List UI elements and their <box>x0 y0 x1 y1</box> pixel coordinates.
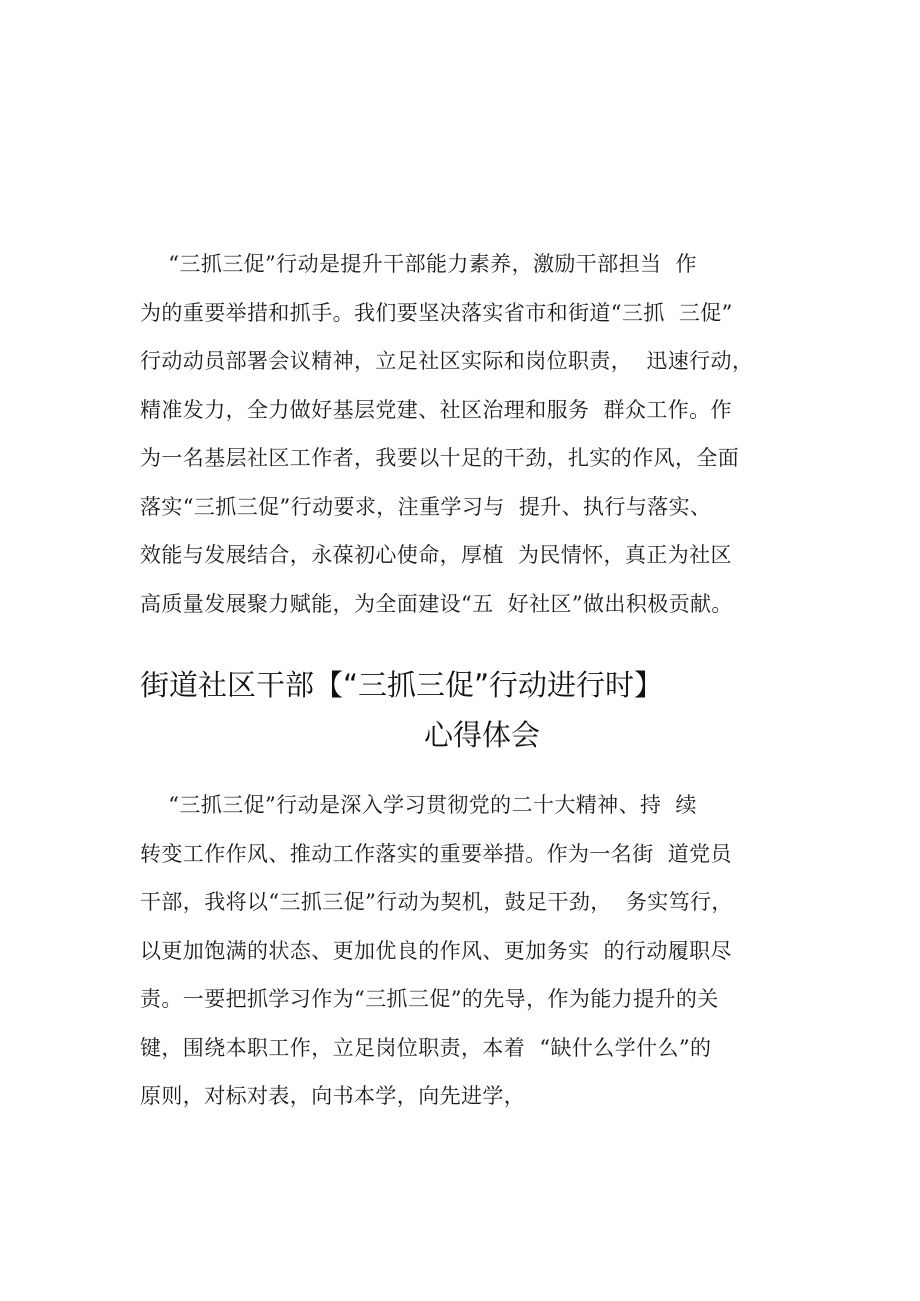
paragraph-line: 以更加饱满的状态、更加优良的作风、更加务实 的行动履职尽 <box>140 938 732 963</box>
paragraph-line: 责。一要把抓学习作为“三抓三促”的先导，作为能力提升的关 <box>140 987 719 1011</box>
paragraph-line: 为一名基层社区工作者，我要以十足的干劲，扎实的作风，全面 <box>140 446 740 470</box>
paragraph-line: 干部，我将以“三抓三促”行动为契机，鼓足干劲， 务实笃行， <box>140 890 733 914</box>
paragraph-line: “三抓三促”行动是深入学习贯彻党的二十大精神、持 续 <box>140 793 697 817</box>
paragraph-line: 行动动员部署会议精神，立足社区实际和岗位职责， 迅速行动， <box>140 349 754 373</box>
section-heading <box>140 660 820 760</box>
paragraph-line: 键，围绕本职工作，立足岗位职责，本着 “缺什么学什么”的 <box>140 1035 712 1060</box>
paragraph-line: 转变工作作风、推动工作落实的重要举措。作为一名街 道党员 <box>140 841 732 866</box>
body-paragraph-2 <box>140 781 800 1121</box>
paragraph-line: “三抓三促”行动是提升干部能力素养，激励干部担当 作 <box>140 252 697 276</box>
paragraph-line: 精准发力，全力做好基层党建、社区治理和服务 群众工作。作 <box>140 397 732 422</box>
paragraph-line: 高质量发展聚力赋能，为全面建设“五 好社区”做出积极贡献。 <box>140 591 733 616</box>
section-heading-line-2: 心得体会 <box>424 718 541 752</box>
paragraph-line: 为的重要举措和抓手。我们要坚决落实省市和街道“三抓 三促” <box>140 300 733 325</box>
section-heading-line-1: 街道社区干部【“三抓三促”行动进行时】 <box>140 668 664 702</box>
paragraph-line: 效能与发展结合，永葆初心使命，厚植 为民情怀，真正为社区 <box>140 543 732 567</box>
paragraph-line: 落实“三抓三促”行动要求，注重学习与 提升、执行与落实、 <box>140 494 712 519</box>
paragraph-line: 原则，对标对表，向书本学，向先进学， <box>140 1084 526 1108</box>
body-paragraph-1 <box>140 240 800 628</box>
